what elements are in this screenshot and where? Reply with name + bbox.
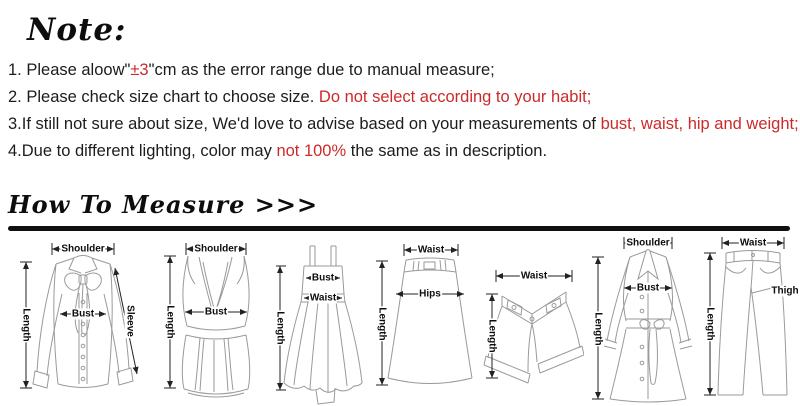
coat-shoulder-label: Shoulder bbox=[626, 237, 670, 249]
note-line-2 bbox=[8, 84, 794, 111]
blouse-diagram bbox=[8, 236, 158, 406]
note-text-red: not 100% bbox=[276, 142, 347, 160]
note-text: 2. Please check size chart to choose size. bbox=[8, 88, 319, 106]
note-line-1 bbox=[8, 57, 794, 84]
note-heading: Note: bbox=[27, 12, 127, 48]
note-text-red: Do not select according to your habit; bbox=[318, 88, 592, 106]
note-text: the same as in description. bbox=[346, 142, 548, 160]
blouse-length-label: Length bbox=[20, 308, 32, 342]
vest-shoulder-label: Shoulder bbox=[194, 243, 238, 255]
coat-length-label: Length bbox=[592, 312, 604, 346]
pants-length-label: Length bbox=[704, 307, 716, 341]
note-text: 1. Please aloow" bbox=[8, 61, 131, 79]
shorts-waist-label: Waist bbox=[520, 270, 548, 282]
pants-thigh-label: Thigh bbox=[771, 285, 799, 297]
shorts-diagram bbox=[476, 236, 584, 406]
shorts-length-label: Length bbox=[486, 319, 498, 353]
blouse-bust-label: Bust bbox=[71, 308, 95, 320]
note-text: "cm as the error range due to manual measure; bbox=[148, 61, 495, 79]
pants-art bbox=[702, 231, 798, 406]
skirt-waist-label: Waist bbox=[417, 244, 445, 256]
note-line-4 bbox=[8, 138, 794, 165]
skirt-art bbox=[374, 236, 478, 406]
dress-diagram bbox=[274, 236, 372, 406]
note-line-3 bbox=[8, 111, 799, 138]
vest-diagram bbox=[158, 236, 270, 406]
vest-bust-label: Bust bbox=[204, 306, 228, 318]
dress-length-label: Length bbox=[274, 311, 286, 345]
blouse-sleeve-label: Sleeve bbox=[124, 305, 136, 337]
note-list bbox=[8, 57, 799, 165]
pants-diagram bbox=[702, 231, 798, 406]
vest-length-label: Length bbox=[164, 305, 176, 339]
coat-diagram bbox=[584, 231, 708, 406]
dress-art bbox=[274, 236, 372, 406]
pants-waist-label: Waist bbox=[739, 237, 767, 249]
skirt-length-label: Length bbox=[376, 307, 388, 341]
skirt-diagram bbox=[374, 236, 478, 406]
note-text-red: ±3 bbox=[130, 61, 149, 79]
coat-bust-label: Bust bbox=[636, 282, 660, 294]
blouse-shoulder-label: Shoulder bbox=[61, 243, 105, 255]
dress-bust-label: Bust bbox=[311, 272, 335, 284]
dress-waist-label: Waist bbox=[309, 292, 337, 304]
note-text: 4.Due to different lighting, color may bbox=[8, 142, 277, 160]
how-to-measure-heading: How To Measure >>> bbox=[8, 190, 319, 219]
note-text-red: bust, waist, hip and weight; bbox=[600, 115, 799, 133]
skirt-hips-label: Hips bbox=[419, 288, 441, 300]
note-text: 3.If still not sure about size, We'd love to advise based on your measurements of bbox=[8, 115, 601, 133]
